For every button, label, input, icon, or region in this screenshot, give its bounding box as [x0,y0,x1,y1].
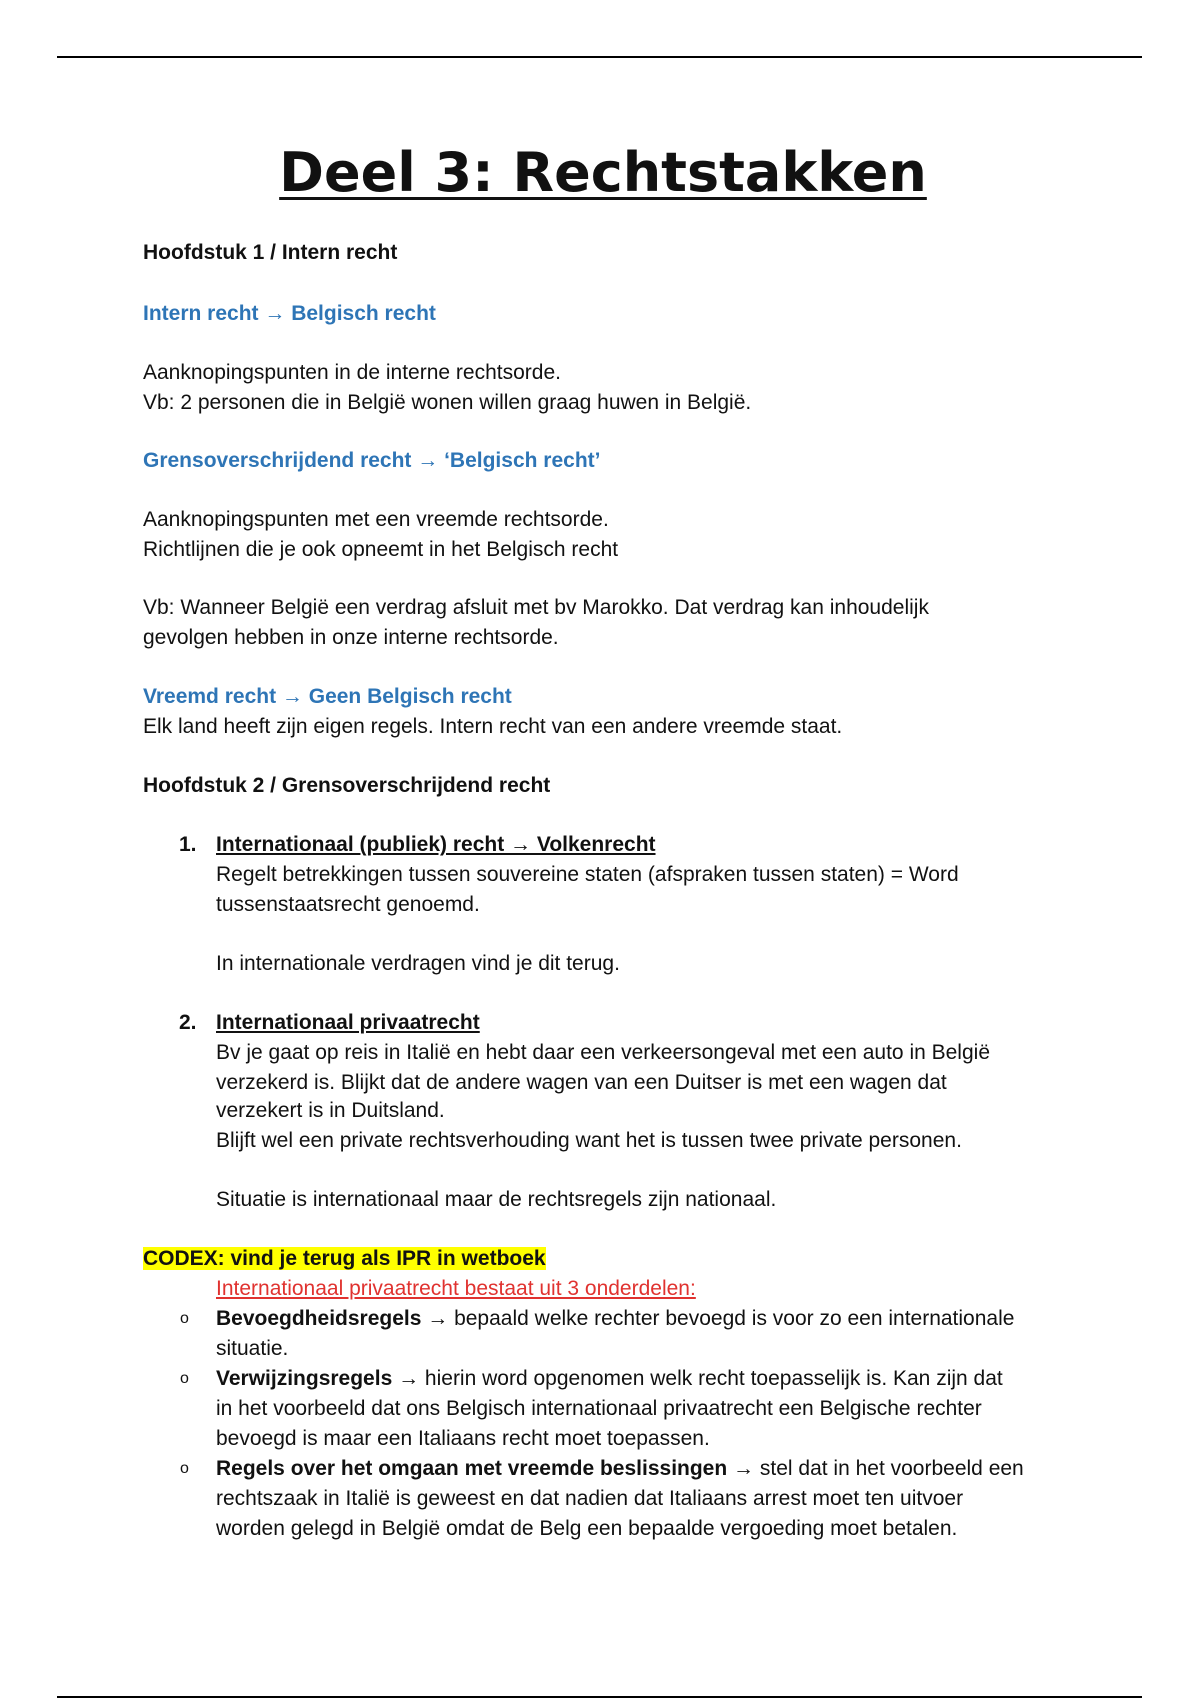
bullet-line: situatie. [216,1337,289,1360]
bullet-line: in het voorbeeld dat ons Belgisch internationaal privaatrecht een Belgische rechter [216,1397,982,1420]
chapter-2-heading: Hoofdstuk 2 / Grensoverschrijdend recht [143,774,551,797]
list-item-line: Situatie is internationaal maar de rechtsregels zijn nationaal. [216,1188,777,1211]
list-number: 1. [179,833,197,856]
paragraph-line: Richtlijnen die je ook opneemt in het Belgisch recht [143,538,619,561]
chapter-1-heading: Hoofdstuk 1 / Intern recht [143,241,398,264]
codex-callout [143,1244,546,1274]
bullet-circle-icon: o [180,1370,189,1387]
section-intern-recht-title: Intern recht → Belgisch recht [143,302,436,325]
paragraph-line: Vb: 2 personen die in België wonen willen graag huwen in België. [143,391,752,414]
list-number: 2. [179,1011,197,1034]
page-title: Deel 3: Rechtstakken [279,141,927,204]
bullet-line: Verwijzingsregels → hierin word opgenomen welk recht toepasselijk is. Kan zijn dat [216,1367,1003,1390]
list-item-line: Blijft wel een private rechtsverhouding want het is tussen twee private personen. [216,1129,962,1152]
list-item-line: verzekert is in Duitsland. [216,1099,445,1122]
section-vreemd-recht-title: Vreemd recht → Geen Belgisch recht [143,685,512,708]
list-item-title: Internationaal privaatrecht [216,1011,480,1034]
list-item-title: Internationaal (publiek) recht → Volkenrecht [216,833,656,856]
top-rule [57,56,1142,58]
bullet-line: Bevoegdheidsregels → bepaald welke rechter bevoegd is voor zo een internationale [216,1307,1015,1330]
paragraph-line: Vb: Wanneer België een verdrag afsluit met bv Marokko. Dat verdrag kan inhoudelijk [143,596,929,619]
section-grensoverschrijdend-title: Grensoverschrijdend recht → ‘Belgisch recht’ [143,449,601,472]
bottom-rule [57,1696,1142,1698]
list-item-line: In internationale verdragen vind je dit terug. [216,952,620,975]
codex-subtitle: Internationaal privaatrecht bestaat uit 3 onderdelen: [216,1277,696,1300]
bullet-circle-icon: o [180,1310,189,1327]
list-item-line: tussenstaatsrecht genoemd. [216,893,480,916]
bullet-circle-icon: o [180,1460,189,1477]
paragraph-line: gevolgen hebben in onze interne rechtsorde. [143,626,559,649]
paragraph-line: Elk land heeft zijn eigen regels. Intern recht van een andere vreemde staat. [143,715,843,738]
list-item-line: verzekerd is. Blijkt dat de andere wagen van een Duitser is met een wagen dat [216,1071,947,1094]
highlighted-text: CODEX: vind je terug als IPR in wetboek [143,1247,546,1270]
list-item-line: Regelt betrekkingen tussen souvereine staten (afspraken tussen staten) = Word [216,863,959,886]
list-item-line: Bv je gaat op reis in Italië en hebt daar een verkeersongeval met een auto in België [216,1041,990,1064]
bullet-line: bevoegd is maar een Italiaans recht moet toepassen. [216,1427,710,1450]
bullet-line: Regels over het omgaan met vreemde beslissingen → stel dat in het voorbeeld een [216,1457,1024,1480]
paragraph-line: Aanknopingspunten met een vreemde rechtsorde. [143,508,609,531]
bullet-line: worden gelegd in België omdat de Belg een bepaalde vergoeding moet betalen. [216,1517,958,1540]
paragraph-line: Aanknopingspunten in de interne rechtsorde. [143,361,561,384]
bullet-line: rechtszaak in Italië is geweest en dat nadien dat Italiaans arrest moet ten uitvoer [216,1487,964,1510]
